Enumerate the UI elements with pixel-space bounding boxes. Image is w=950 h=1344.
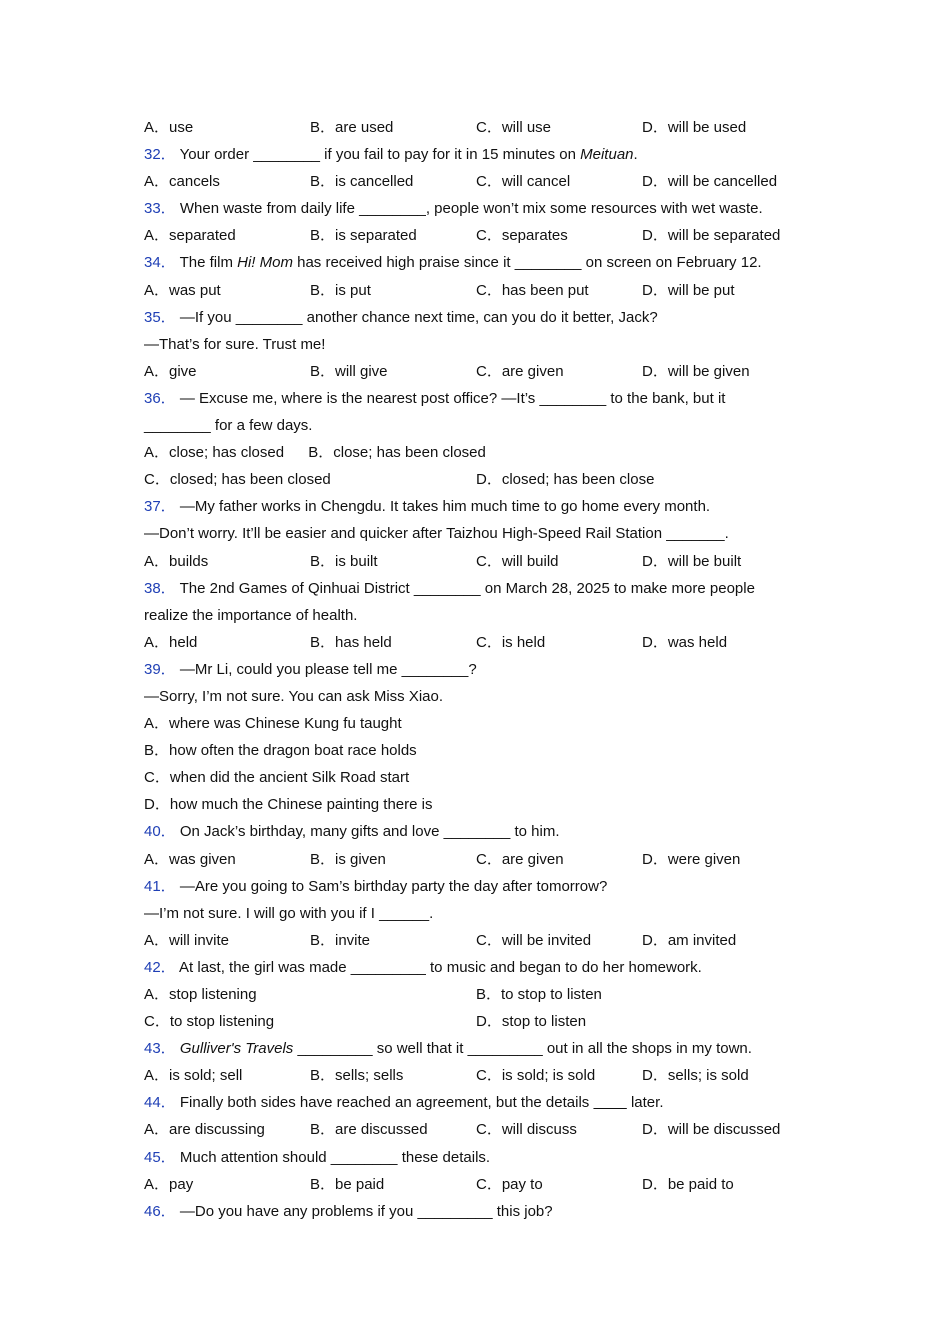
option-c: C．closed; has been closed bbox=[144, 471, 331, 489]
stem-italic: Gulliver's Travels bbox=[179, 1040, 294, 1058]
option-a: A．are discussing bbox=[144, 1121, 265, 1139]
question-number: 43． bbox=[144, 1040, 176, 1058]
option-d: D．will be put bbox=[642, 281, 735, 299]
options-row bbox=[144, 168, 824, 195]
option-d: D．will be built bbox=[642, 552, 742, 570]
options-row bbox=[144, 846, 824, 873]
stem-line-2: realize the importance of health. bbox=[144, 606, 358, 624]
stem-text: Your order ________ if you fail to pay for it in 15 minutes on bbox=[179, 146, 581, 164]
stem-text: When waste from daily life ________, people won’t mix some resources with wet waste. bbox=[179, 200, 763, 218]
question-stem bbox=[144, 1144, 824, 1171]
option-d: D．was held bbox=[642, 633, 728, 651]
option-b: B．to stop to listen bbox=[476, 986, 602, 1003]
options-row bbox=[144, 222, 824, 249]
option-d: D．will be given bbox=[642, 362, 750, 380]
option-c: C．has been put bbox=[476, 281, 589, 299]
option-a: A．separated bbox=[144, 227, 236, 245]
question-number: 42． bbox=[144, 958, 176, 976]
question-number: 37． bbox=[144, 498, 176, 516]
stem-text: — Excuse me, where is the nearest post office? —It’s ________ to the bank, but it bbox=[179, 389, 726, 407]
option-a: A．is sold; sell bbox=[144, 1067, 243, 1085]
stem-text: —Are you going to Sam’s birthday party the day after tomorrow? bbox=[179, 877, 608, 895]
option-d: D．will be used bbox=[642, 119, 747, 136]
question-stem bbox=[144, 954, 824, 981]
option-b: B．sells; sells bbox=[310, 1067, 404, 1085]
option-a: A．builds bbox=[144, 552, 209, 570]
stem-italic: Meituan bbox=[580, 146, 634, 164]
question-number: 39． bbox=[144, 660, 176, 678]
option-c: C．separates bbox=[476, 227, 568, 245]
options-row bbox=[144, 981, 824, 1008]
question-stem bbox=[144, 141, 824, 168]
answer-blank bbox=[593, 1094, 626, 1111]
options-row bbox=[144, 1008, 824, 1035]
question-stem bbox=[144, 195, 824, 222]
stem-end: . bbox=[633, 146, 638, 164]
option-a: A．pay bbox=[144, 1175, 194, 1193]
option-d: D．sells; is sold bbox=[642, 1067, 749, 1085]
stem-text: _________ so well that it _________ out in all the shops in my town. bbox=[293, 1040, 752, 1058]
options-row bbox=[144, 277, 824, 304]
option-b: B．invite bbox=[310, 931, 371, 949]
option-a: A．use bbox=[144, 119, 194, 136]
option-b: B．close; has been closed bbox=[308, 444, 486, 462]
option-c: C．will build bbox=[476, 552, 559, 570]
question-number: 34． bbox=[144, 254, 176, 272]
option-c: C．pay to bbox=[476, 1175, 543, 1193]
option-d: D．were given bbox=[642, 850, 741, 868]
option-a: A．will invite bbox=[144, 931, 230, 949]
stem-text: —If you ________ another chance next time, can you do it better, Jack? bbox=[179, 308, 658, 326]
stem-text: Much attention should ________ these details. bbox=[179, 1148, 491, 1166]
question-stem bbox=[144, 575, 824, 602]
stem-text: —Do you have any problems if you _________ this job? bbox=[179, 1202, 553, 1220]
question-list bbox=[144, 114, 824, 1225]
stem-text: —Mr Li, could you please tell me ________? bbox=[179, 660, 477, 678]
question-number: 44． bbox=[144, 1094, 176, 1112]
options-row bbox=[144, 548, 824, 575]
question-number: 46． bbox=[144, 1202, 176, 1220]
option-b: B．will give bbox=[310, 362, 388, 380]
option-b: B．is put bbox=[310, 281, 371, 299]
question-number: 33． bbox=[144, 200, 176, 218]
option-a: A．close; has closed bbox=[144, 444, 285, 462]
stem-text: The 2nd Games of Qinhuai District ________ on March 28, 2025 to make more people bbox=[179, 579, 755, 597]
question-number: 32． bbox=[144, 146, 176, 164]
option-a: A．cancels bbox=[144, 173, 220, 191]
option-a: A．give bbox=[144, 362, 197, 380]
question-number: 35． bbox=[144, 308, 176, 326]
options-row bbox=[144, 114, 824, 141]
option-a: A．held bbox=[144, 633, 198, 651]
question-stem bbox=[144, 493, 824, 520]
question-stem bbox=[144, 1035, 824, 1062]
question-stem bbox=[144, 818, 824, 845]
option-c: C．to stop listening bbox=[144, 1013, 275, 1031]
stem-text: has received high praise since it ________ on screen on February 12. bbox=[292, 254, 762, 272]
stem-text: At last, the girl was made _________ to music and began to do her homework. bbox=[179, 958, 702, 976]
question-stem bbox=[144, 1089, 824, 1116]
option-c: C．will cancel bbox=[476, 173, 571, 191]
option-b: B．is separated bbox=[310, 227, 417, 245]
question-stem bbox=[144, 1198, 824, 1225]
question-number: 41． bbox=[144, 877, 176, 895]
stem-text: On Jack’s birthday, many gifts and love ________ to him. bbox=[179, 823, 560, 841]
option-c: C．is held bbox=[476, 633, 546, 651]
stem-line-2: —Sorry, I’m not sure. You can ask Miss Xiao. bbox=[144, 687, 444, 705]
option-a: A．was put bbox=[144, 281, 221, 299]
option-b: B．are used bbox=[310, 119, 394, 136]
option-c: C．are given bbox=[476, 850, 564, 868]
stem-text: —My father works in Chengdu. It takes him much time to go home every month. bbox=[179, 498, 711, 516]
question-stem bbox=[144, 249, 824, 276]
option-d: D．will be discussed bbox=[642, 1121, 781, 1139]
stem-text: later. bbox=[626, 1094, 664, 1112]
option-a: A．where was Chinese Kung fu taught bbox=[144, 715, 402, 733]
question-number: 38． bbox=[144, 579, 176, 597]
question-number: 45． bbox=[144, 1148, 176, 1166]
options-row bbox=[144, 358, 824, 385]
question-number: 40． bbox=[144, 823, 176, 841]
question-stem bbox=[144, 873, 824, 900]
option-b: B．has held bbox=[310, 633, 392, 651]
options-row bbox=[144, 927, 824, 954]
option-b: B．be paid bbox=[310, 1175, 385, 1193]
question-number: 36． bbox=[144, 389, 176, 407]
option-d: D．will be separated bbox=[642, 227, 781, 245]
option-a: A．stop listening bbox=[144, 986, 257, 1003]
options-row bbox=[144, 629, 824, 656]
options-row bbox=[144, 439, 824, 466]
option-b: B．is given bbox=[310, 850, 386, 868]
option-b: B．are discussed bbox=[310, 1121, 428, 1139]
stem-italic: Hi! Mom bbox=[237, 254, 293, 272]
question-stem bbox=[144, 304, 824, 331]
option-c: C．will be invited bbox=[476, 931, 592, 949]
option-d: D．closed; has been close bbox=[476, 471, 655, 489]
options-row bbox=[144, 1062, 824, 1089]
option-c: C．are given bbox=[476, 362, 564, 380]
stem-line-2: —Don’t worry. It’ll be easier and quicker after Taizhou High-Speed Rail Station _______. bbox=[144, 525, 729, 543]
stem-line-2: —I’m not sure. I will go with you if I ______. bbox=[144, 904, 434, 922]
question-stem bbox=[144, 385, 824, 412]
stem-pre: Finally both sides have reached an agreement, but the details bbox=[179, 1094, 594, 1112]
stem-line-2: —That’s for sure. Trust me! bbox=[144, 335, 326, 353]
option-c: C．will use bbox=[476, 119, 552, 136]
option-b: B．is cancelled bbox=[310, 173, 414, 191]
option-d: D．how much the Chinese painting there is bbox=[144, 796, 433, 814]
option-c: C．is sold; is sold bbox=[476, 1067, 596, 1085]
option-a: A．was given bbox=[144, 850, 236, 868]
options-row bbox=[144, 1116, 824, 1143]
option-b: B．is built bbox=[310, 552, 378, 570]
option-d: D．am invited bbox=[642, 931, 737, 949]
question-stem bbox=[144, 656, 824, 683]
option-d: D．will be cancelled bbox=[642, 173, 778, 191]
stem-pre: The film bbox=[179, 254, 238, 272]
option-c: C．when did the ancient Silk Road start bbox=[144, 769, 410, 787]
options-row bbox=[144, 1171, 824, 1198]
option-d: D．stop to listen bbox=[476, 1013, 587, 1031]
option-c: C．will discuss bbox=[476, 1121, 577, 1139]
stem-line-2: ________ for a few days. bbox=[144, 417, 313, 435]
option-b: B．how often the dragon boat race holds bbox=[144, 742, 417, 760]
options-row bbox=[144, 466, 824, 493]
option-d: D．be paid to bbox=[642, 1175, 734, 1193]
